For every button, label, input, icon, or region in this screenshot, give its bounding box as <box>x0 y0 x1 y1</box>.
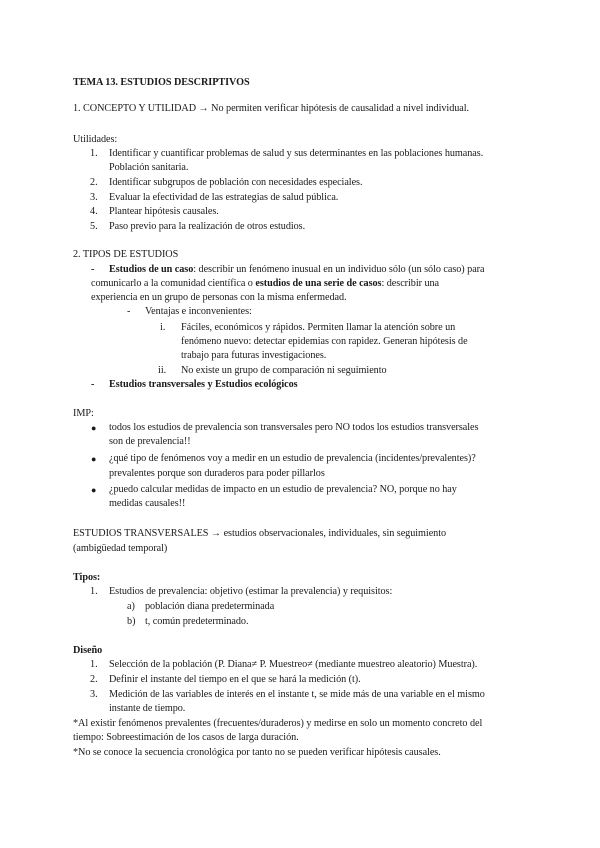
list-number: 3. <box>90 192 98 203</box>
list-item: Identificar subgrupos de población con necesidades especiales. <box>109 177 363 188</box>
list-number: 4. <box>90 206 98 217</box>
imp-item-line1: todos los estudios de prevalencia son transversales pero NO todos los estudios transversales <box>109 422 479 433</box>
ventaja-item-line1: Fáciles, económicos y rápidos. Permiten llamar la atención sobre un <box>181 322 456 333</box>
list-number: 5. <box>90 221 98 232</box>
caso-line2 <box>91 277 439 291</box>
list-number: 2. <box>90 177 98 188</box>
section2-heading: 2. TIPOS DE ESTUDIOS <box>73 249 179 260</box>
sub-letter: a) <box>127 601 135 612</box>
bullet-icon: ● <box>91 454 97 464</box>
bullet-icon: ● <box>91 423 97 433</box>
dash-marker: - <box>91 379 95 390</box>
sub-item: t, común predeterminado. <box>145 616 249 627</box>
diseno-item: Selección de la población (P. Diana≠ P. Muestreo≠ (mediante muestreo aleatorio) Muestra). <box>109 659 478 670</box>
section1-heading-rest: No permiten verificar hipótesis de causalidad a nivel individual. <box>211 103 470 114</box>
section1-heading <box>73 102 469 116</box>
et-definition <box>73 527 446 541</box>
diseno-label: Diseño <box>73 645 103 656</box>
caso-line1 <box>109 263 484 277</box>
et-prefix: ESTUDIOS TRANSVERSALES <box>73 528 209 539</box>
utilidades-label: Utilidades: <box>73 134 118 145</box>
bullet-icon: ● <box>91 485 97 495</box>
list-item: Plantear hipótesis causales. <box>109 206 219 217</box>
caso-bold: Estudios de un caso <box>109 264 194 275</box>
diseno-item: Medición de las variables de interés en el instante t, se mide más de una variable en el mismo <box>109 689 485 700</box>
ventaja-item-line1: No existe un grupo de comparación ni seguimiento <box>181 365 387 376</box>
transversales-heading: Estudios transversales y Estudios ecológicos <box>109 379 298 390</box>
imp-item-line2: medidas causales!! <box>109 498 186 509</box>
section1-heading-prefix: 1. CONCEPTO Y UTILIDAD <box>73 103 197 114</box>
dash-marker: - <box>91 264 95 275</box>
imp-label: IMP: <box>73 408 94 419</box>
page-title: TEMA 13. ESTUDIOS DESCRIPTIVOS <box>73 77 250 88</box>
caso-text: : describir un fenómeno inusual en un individuo sólo (un sólo caso) para <box>193 264 485 275</box>
serie-bold: estudios de una serie de casos <box>255 278 382 289</box>
arrow-icon: → <box>198 103 209 114</box>
roman-number: ii. <box>158 365 167 376</box>
imp-item-line1: ¿puedo calcular medidas de impacto en un estudio de prevalencia? NO, porque no hay <box>109 484 457 495</box>
tipos-label: Tipos: <box>73 572 101 583</box>
note-line1: *Al existir fenómenos prevalentes (frecuentes/duraderos) y medirse en solo un momento concreto del <box>73 718 483 729</box>
list-item: Evaluar la efectividad de las estrategias de salud pública. <box>109 192 339 203</box>
arrow-icon: → <box>210 528 222 539</box>
imp-item-line1: ¿qué tipo de fenómenos voy a medir en un estudio de prevalencia (incidentes/prevalentes)? <box>109 453 476 464</box>
dash-marker: - <box>127 306 131 317</box>
ventaja-item-line2: fenómeno nuevo: detectar epidemias con rapidez. Generan hipótesis de <box>181 336 468 347</box>
list-number: 2. <box>90 674 98 685</box>
et-rest: estudios observacionales, individuales, sin seguimiento <box>223 528 447 539</box>
tipos-item: Estudios de prevalencia: objetivo (estimar la prevalencia) y requisitos: <box>109 586 393 597</box>
sub-letter: b) <box>127 616 136 627</box>
caso-text: : describir una <box>381 278 440 289</box>
list-item: Paso previo para la realización de otros estudios. <box>109 221 306 232</box>
imp-item-line2: prevalentes porque son duraderos para poder pillarlos <box>109 468 325 479</box>
list-number: 1. <box>90 148 98 159</box>
note-line2: tiempo: Sobreestimación de los casos de larga duración. <box>73 732 299 743</box>
ventajas-label: Ventajas e inconvenientes: <box>145 306 252 317</box>
list-number: 1. <box>90 659 98 670</box>
list-number: 1. <box>90 586 98 597</box>
ventaja-item-line3: trabajo para futuras investigaciones. <box>181 350 327 361</box>
roman-number: i. <box>160 322 166 333</box>
list-item-continuation: Población sanitaria. <box>109 162 189 173</box>
diseno-item-continuation: instante de tiempo. <box>109 703 186 714</box>
caso-line3: experiencia en un grupo de personas con la misma enfermedad. <box>91 292 347 303</box>
list-item: Identificar y cuantificar problemas de salud y sus determinantes en las poblaciones humanas. <box>109 148 484 159</box>
caso-text: comunicarlo a la comunidad científica o <box>91 278 256 289</box>
et-line2: (ambigüedad temporal) <box>73 543 168 554</box>
list-number: 3. <box>90 689 98 700</box>
sub-item: población diana predeterminada <box>145 601 275 612</box>
diseno-item: Definir el instante del tiempo en el que se hará la medición (t). <box>109 674 361 685</box>
note-causal: *No se conoce la secuencia cronológica por tanto no se pueden verificar hipótesis causales. <box>73 747 441 758</box>
imp-item-line2: son de prevalencia!! <box>109 436 191 447</box>
